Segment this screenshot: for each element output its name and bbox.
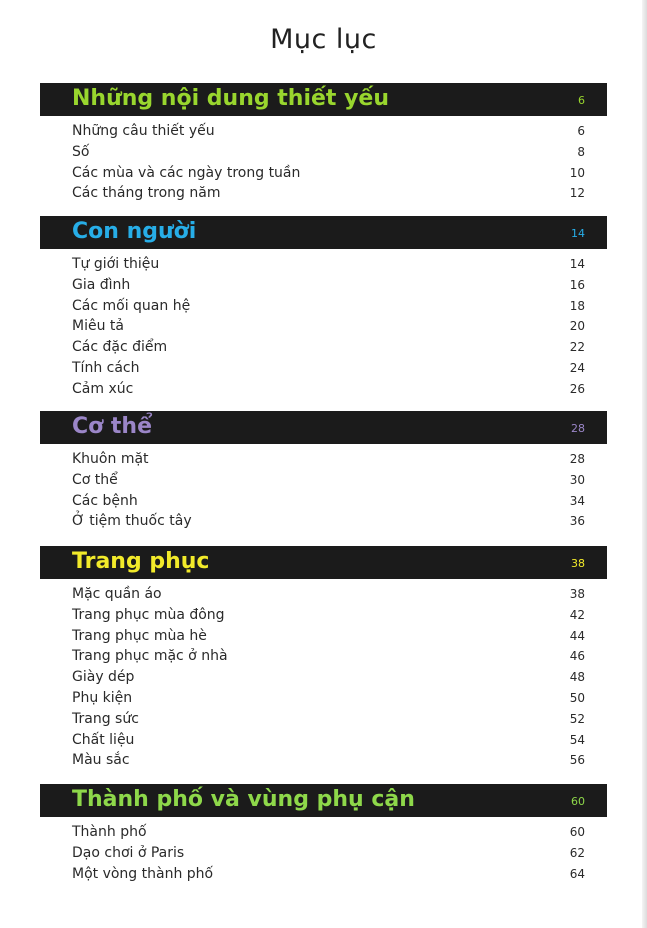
section-title: Trang phục — [72, 549, 210, 574]
toc-entry-page-number: 24 — [569, 360, 585, 375]
toc-entry-label: Những câu thiết yếu — [72, 123, 215, 139]
toc-entry-page-number: 30 — [569, 472, 585, 487]
section-header[interactable] — [40, 411, 607, 444]
toc-entry[interactable] — [40, 864, 607, 885]
toc-entry-page-number: 44 — [569, 628, 585, 643]
toc-entry-page-number: 62 — [569, 845, 585, 860]
toc-entry-label: Trang phục mùa hè — [72, 627, 207, 644]
toc-entry-label: Trang phục mặc ở nhà — [72, 648, 228, 665]
section-entry-list — [40, 822, 607, 884]
toc-entry-page-number: 52 — [569, 711, 585, 726]
toc-entry-page-number: 26 — [569, 381, 585, 396]
toc-entry-label: Cảm xúc — [72, 380, 134, 397]
toc-entry-page-number: 36 — [569, 514, 585, 529]
toc-entry-page-number: 54 — [569, 732, 585, 747]
toc-entry-label: Trang sức — [72, 710, 139, 727]
toc-entry-page-number: 28 — [569, 452, 585, 466]
section-title: Thành phố và vùng phụ cận — [72, 787, 415, 812]
toc-entry[interactable] — [40, 584, 607, 605]
section-header[interactable] — [40, 216, 607, 249]
toc-entry[interactable] — [40, 358, 607, 379]
toc-entry[interactable] — [40, 750, 607, 771]
toc-entry-page-number: 60 — [569, 825, 585, 839]
section-page-number: 60 — [571, 795, 585, 808]
section-page-number: 6 — [578, 94, 585, 107]
toc-entry[interactable] — [40, 646, 607, 667]
toc-entry-page-number: 10 — [569, 165, 585, 180]
section-entry-list — [40, 254, 607, 400]
toc-entry-page-number: 16 — [569, 277, 585, 292]
toc-entry-label: Gia đình — [72, 276, 131, 293]
toc-entry-page-number: 12 — [569, 186, 585, 201]
toc-entry-label: Ở tiệm thuốc tây — [72, 513, 192, 530]
toc-entry-page-number: 18 — [569, 298, 585, 313]
toc-entry[interactable] — [40, 275, 607, 296]
toc-entry[interactable] — [40, 337, 607, 358]
toc-entry[interactable] — [40, 142, 607, 163]
section-page-number: 38 — [571, 557, 585, 570]
toc-entry-label: Các mùa và các ngày trong tuần — [72, 164, 301, 181]
toc-entry-label: Miêu tả — [72, 318, 124, 335]
toc-entry[interactable] — [40, 605, 607, 626]
toc-entry-page-number: 46 — [569, 649, 585, 664]
toc-entry-label: Các bệnh — [72, 492, 138, 509]
toc-entry-page-number: 64 — [569, 866, 585, 881]
section-page-number: 28 — [571, 422, 585, 435]
toc-entry[interactable] — [40, 709, 607, 730]
toc-entry-page-number: 22 — [569, 340, 585, 355]
toc-entry-label: Thành phố — [72, 824, 147, 840]
toc-entry-label: Trang phục mùa đông — [72, 606, 225, 623]
toc-section — [40, 546, 607, 769]
toc-entry-label: Các mối quan hệ — [72, 297, 191, 314]
section-header[interactable] — [40, 546, 607, 579]
toc-entry-label: Cơ thể — [72, 471, 118, 488]
section-header[interactable] — [40, 784, 607, 817]
toc-entry[interactable] — [40, 626, 607, 647]
section-header[interactable] — [40, 83, 607, 116]
toc-entry[interactable] — [40, 163, 607, 184]
section-entry-list — [40, 584, 607, 771]
toc-entry-label: Phụ kiện — [72, 689, 133, 706]
toc-entry-page-number: 34 — [569, 493, 585, 508]
toc-entry-page-number: 48 — [569, 670, 585, 685]
toc-entry-label: Các tháng trong năm — [72, 185, 221, 202]
toc-entry-page-number: 50 — [569, 690, 585, 705]
section-entry-list — [40, 121, 607, 204]
page-edge-shadow — [642, 0, 647, 928]
toc-entry[interactable] — [40, 121, 607, 142]
section-title: Con người — [72, 219, 197, 244]
page-title: Mục lục — [270, 24, 377, 55]
toc-section — [40, 83, 607, 202]
toc-entry[interactable] — [40, 379, 607, 400]
toc-entry-page-number: 8 — [577, 144, 585, 159]
toc-entry-label: Số — [72, 143, 90, 160]
toc-entry-label: Mặc quần áo — [72, 586, 162, 602]
toc-entry-label: Một vòng thành phố — [72, 865, 214, 882]
toc-entry[interactable] — [40, 449, 607, 470]
toc-entry[interactable] — [40, 254, 607, 275]
toc-entry-label: Giày dép — [72, 669, 135, 686]
toc-entry-label: Chất liệu — [72, 731, 135, 748]
toc-entry[interactable] — [40, 470, 607, 491]
section-page-number: 14 — [571, 227, 585, 240]
toc-entry[interactable] — [40, 688, 607, 709]
toc-section — [40, 411, 607, 530]
toc-entry[interactable] — [40, 730, 607, 751]
toc-entry[interactable] — [40, 296, 607, 317]
toc-entry-label: Các đặc điểm — [72, 339, 168, 356]
toc-entry[interactable] — [40, 316, 607, 337]
toc-section — [40, 784, 607, 882]
toc-entry[interactable] — [40, 511, 607, 532]
section-title: Những nội dung thiết yếu — [72, 86, 390, 111]
toc-entry-label: Dạo chơi ở Paris — [72, 844, 185, 861]
toc-entry[interactable] — [40, 843, 607, 864]
toc-entry[interactable] — [40, 183, 607, 204]
toc-entry-page-number: 6 — [577, 124, 585, 138]
toc-entry-page-number: 38 — [569, 587, 585, 601]
toc-entry[interactable] — [40, 667, 607, 688]
toc-section — [40, 216, 607, 395]
toc-entry-label: Màu sắc — [72, 752, 130, 769]
toc-entry-label: Khuôn mặt — [72, 451, 149, 467]
section-entry-list — [40, 449, 607, 532]
toc-entry[interactable] — [40, 822, 607, 843]
section-title: Cơ thể — [72, 414, 153, 439]
toc-entry-page-number: 14 — [569, 257, 585, 271]
toc-entry-label: Tự giới thiệu — [72, 256, 160, 272]
toc-entry-page-number: 56 — [569, 753, 585, 768]
toc-entry[interactable] — [40, 491, 607, 512]
toc-entry-page-number: 20 — [569, 319, 585, 334]
toc-entry-page-number: 42 — [569, 607, 585, 622]
toc-entry-label: Tính cách — [72, 359, 140, 376]
